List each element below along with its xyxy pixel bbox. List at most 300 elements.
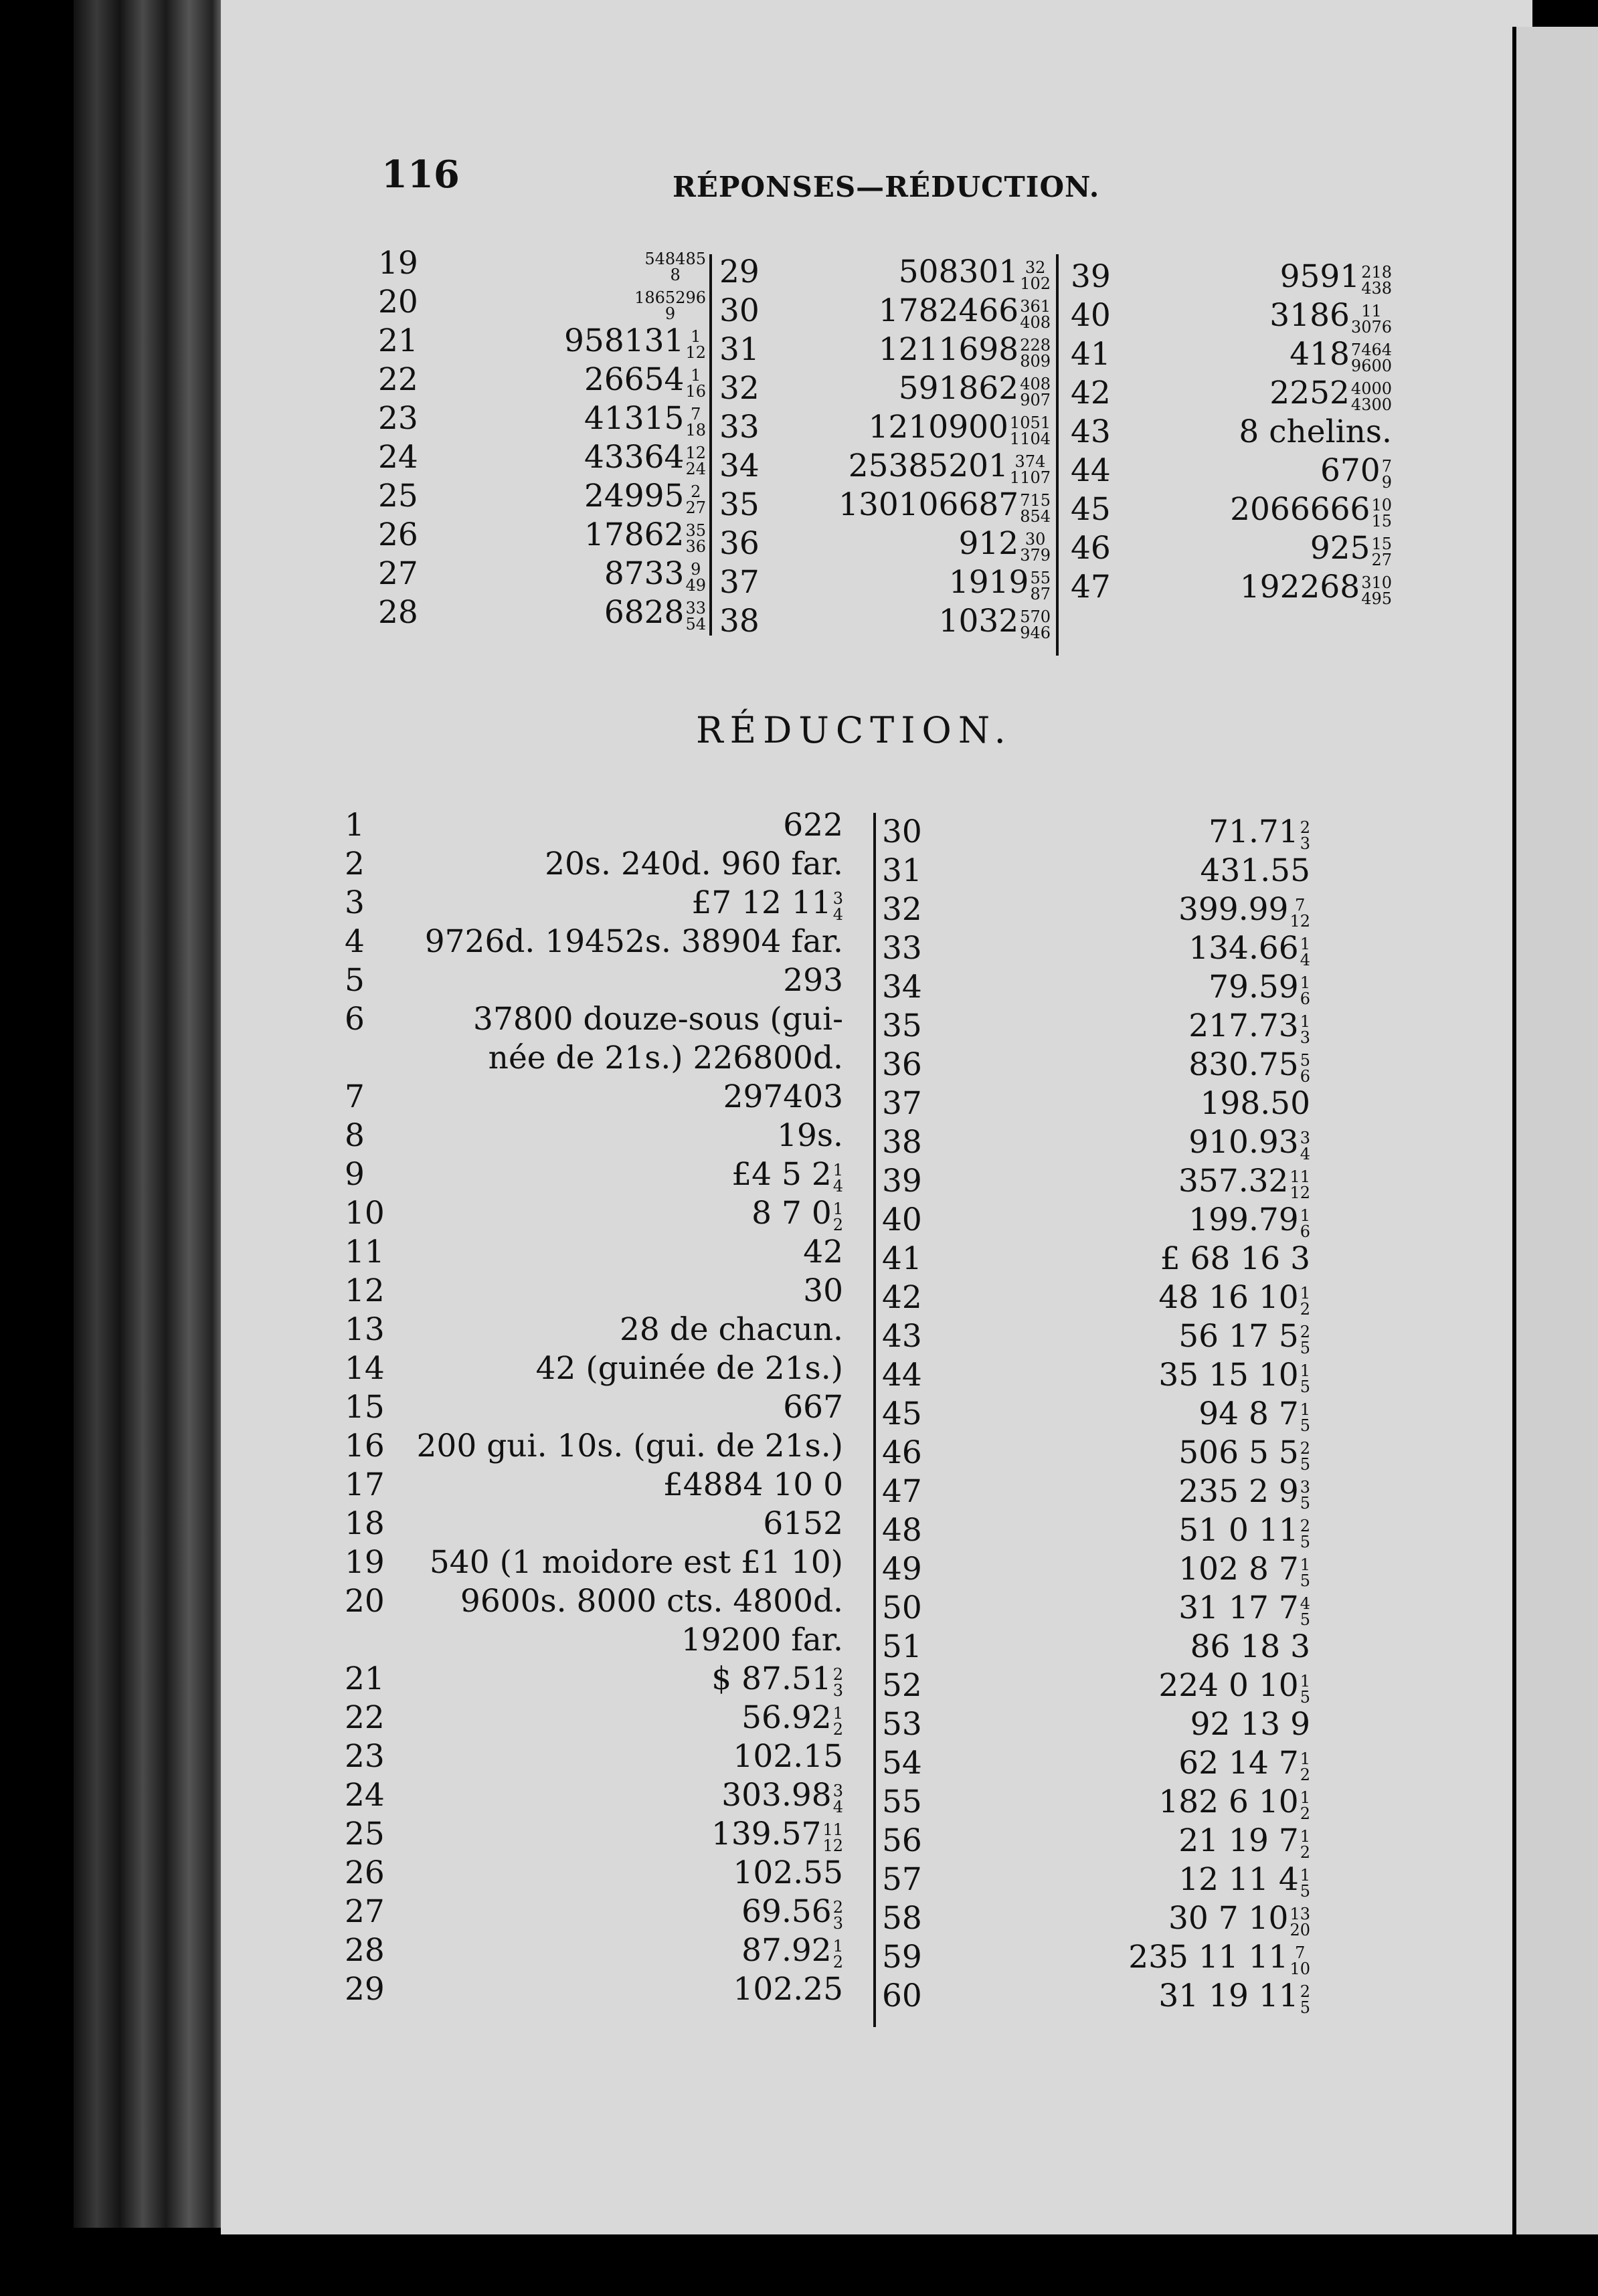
problem-number: 3 — [345, 884, 365, 921]
answer-row — [1071, 413, 1392, 452]
problem-number: 41 — [882, 1240, 922, 1277]
fraction: 11 3076 — [1350, 302, 1392, 337]
fraction: 7464 9600 — [1350, 341, 1392, 375]
answer-row — [345, 806, 843, 845]
fraction: 1 2 — [832, 1704, 843, 1739]
problem-number: 57 — [882, 1861, 922, 1898]
problem-number: 30 — [882, 814, 922, 850]
fraction: 408 907 — [1020, 375, 1051, 409]
answer-row — [882, 1628, 1310, 1666]
answer-row — [882, 1395, 1310, 1434]
answer-row — [882, 1434, 1310, 1472]
answer-row — [1071, 568, 1392, 607]
answer-value: 540 (1 moidore est £1 10) — [429, 1544, 843, 1581]
answer-row — [882, 1589, 1310, 1628]
problem-number: 30 — [719, 292, 760, 329]
fraction: 35 36 — [685, 521, 706, 556]
answer-value: 8733 9 49 — [604, 555, 706, 595]
fraction: 3 4 — [1300, 1129, 1310, 1163]
running-head: RÉPONSES—RÉDUCTION. — [673, 171, 1100, 203]
problem-number: 28 — [345, 1932, 385, 1969]
answer-row — [882, 1472, 1310, 1511]
answer-value: 43364 12 24 — [584, 439, 706, 478]
answer-row — [345, 1117, 843, 1155]
answer-row — [882, 1666, 1310, 1705]
answer-row — [345, 1893, 843, 1931]
fraction: 55 87 — [1030, 569, 1051, 603]
problem-number: 34 — [882, 969, 922, 1006]
fraction: 1 5 — [1300, 1555, 1310, 1590]
problem-number: 19 — [378, 245, 418, 282]
problem-number: 20 — [345, 1583, 385, 1620]
answer-value: 2066666 10 15 — [1230, 491, 1392, 531]
answer-value: 182 6 10 1 2 — [1158, 1784, 1310, 1823]
fraction: 1 6 — [1300, 1206, 1310, 1241]
answer-value: 3186 11 3076 — [1269, 297, 1392, 337]
answer-row — [345, 1505, 843, 1543]
problem-number: 46 — [882, 1434, 922, 1471]
problem-number: 14 — [345, 1350, 385, 1387]
answer-value: 19s. — [777, 1117, 843, 1154]
fraction: 1 2 — [1300, 1827, 1310, 1862]
problem-number: 5 — [345, 962, 365, 999]
answer-value: 19200 far. — [681, 1622, 843, 1658]
reduction-right-column — [882, 813, 1310, 2016]
answer-value: 87.92 1 2 — [741, 1932, 843, 1972]
problem-number: 54 — [882, 1745, 922, 1782]
problem-number: 48 — [882, 1512, 922, 1549]
answer-row — [345, 1388, 843, 1427]
problem-number: 22 — [378, 361, 418, 398]
problem-number: 23 — [345, 1738, 385, 1775]
fraction: 1 4 — [832, 1161, 843, 1195]
fraction: 1 4 — [1300, 935, 1310, 969]
fraction: 1 2 — [832, 1937, 843, 1972]
answer-row — [345, 1970, 843, 2009]
answer-row — [378, 399, 706, 438]
answer-row — [882, 1860, 1310, 1899]
problem-number: 45 — [1071, 491, 1111, 528]
fraction: 1 5 — [1300, 1672, 1310, 1707]
problem-number: 41 — [1071, 336, 1111, 373]
problem-number: 12 — [345, 1272, 385, 1309]
answer-value — [643, 244, 706, 283]
answer-value: 51 0 11 2 5 — [1178, 1512, 1310, 1551]
answer-value: 9726d. 19452s. 38904 far. — [424, 923, 843, 960]
answer-row — [345, 1039, 843, 1078]
problem-number: 26 — [378, 516, 418, 553]
problem-number: 51 — [882, 1628, 922, 1665]
answer-row — [882, 1744, 1310, 1783]
answer-value: 622 — [783, 807, 843, 844]
answer-value: 508301 32 102 — [898, 254, 1051, 293]
problem-number: 55 — [882, 1784, 922, 1820]
problem-number: 15 — [345, 1389, 385, 1426]
answer-value: £ 68 16 3 — [1160, 1240, 1310, 1277]
answer-value: 24995 2 27 — [584, 478, 706, 517]
answer-row — [345, 923, 843, 961]
fraction: 1 5 — [1300, 1361, 1310, 1396]
answer-value: 102 8 7 1 5 — [1178, 1551, 1310, 1590]
answer-value: 6828 33 54 — [604, 594, 706, 634]
fraction: 12 24 — [685, 444, 706, 478]
fraction: 3 5 — [1300, 1478, 1310, 1513]
answer-value: 910.93 3 4 — [1188, 1124, 1310, 1163]
fraction: 2 5 — [1300, 1517, 1310, 1551]
problem-number: 47 — [882, 1473, 922, 1510]
answer-value: 925 15 27 — [1310, 530, 1392, 569]
column-divider — [873, 813, 876, 2027]
fraction: 1 16 — [685, 366, 706, 401]
answer-value: 8 chelins. — [1239, 413, 1392, 450]
answer-value: 35 15 10 1 5 — [1158, 1357, 1310, 1396]
answer-value: 71.71 2 3 — [1209, 814, 1310, 853]
problem-number: 59 — [882, 1939, 922, 1976]
answer-value: 297403 — [723, 1078, 843, 1115]
problem-number: 21 — [378, 322, 418, 359]
answer-row — [882, 1938, 1310, 1977]
answer-row — [345, 1233, 843, 1272]
answer-row — [378, 283, 706, 322]
answer-value: £4884 10 0 — [662, 1466, 843, 1503]
answer-row — [345, 1000, 843, 1039]
answer-row — [345, 1737, 843, 1776]
fraction: 548485 8 — [644, 250, 706, 284]
problem-number: 42 — [1071, 375, 1111, 411]
problem-number: 56 — [882, 1822, 922, 1859]
fraction: 1051 1104 — [1009, 413, 1051, 448]
answer-value: née de 21s.) 226800d. — [488, 1040, 843, 1076]
fraction: 7 12 — [1290, 896, 1310, 931]
answer-value: 830.75 5 6 — [1188, 1046, 1310, 1086]
answer-row — [882, 1278, 1310, 1317]
problem-number: 32 — [882, 891, 922, 928]
problem-number: 39 — [882, 1163, 922, 1200]
answer-value: 958131 1 12 — [564, 322, 706, 362]
answer-row — [882, 1899, 1310, 1938]
problem-number: 22 — [345, 1699, 385, 1736]
fraction: 10 15 — [1371, 496, 1392, 531]
answer-value: 235 2 9 3 5 — [1178, 1473, 1310, 1513]
answer-row — [1071, 490, 1392, 529]
answer-row — [345, 1155, 843, 1194]
answer-value: 94 8 7 1 5 — [1198, 1396, 1310, 1435]
answer-row — [345, 1621, 843, 1660]
fraction: 30 379 — [1020, 530, 1051, 565]
answer-value: 667 — [783, 1389, 843, 1426]
answer-row — [1071, 452, 1392, 490]
answer-row — [719, 408, 1051, 447]
problem-number: 40 — [882, 1202, 922, 1238]
answer-value: 199.79 1 6 — [1188, 1202, 1310, 1241]
answer-value: 431.55 — [1200, 852, 1310, 889]
answer-value: 21 19 7 1 2 — [1178, 1822, 1310, 1862]
problem-number: 28 — [378, 594, 418, 631]
problem-number: 29 — [345, 1971, 385, 2008]
problem-number: 4 — [345, 923, 365, 960]
answer-value: 670 7 9 — [1320, 452, 1392, 492]
answers-column-1 — [378, 244, 706, 632]
answer-row — [882, 929, 1310, 968]
answer-value: 198.50 — [1200, 1085, 1310, 1122]
problem-number: 18 — [345, 1505, 385, 1542]
answer-value: 1032 570 946 — [938, 603, 1051, 642]
fraction: 3 4 — [832, 1782, 843, 1816]
answer-row — [345, 1466, 843, 1505]
answer-value: 200 gui. 10s. (gui. de 21s.) — [416, 1428, 843, 1464]
answer-row — [882, 1162, 1310, 1201]
column-divider — [1056, 254, 1059, 656]
answer-value: 42 — [803, 1234, 843, 1270]
problem-number: 1 — [345, 807, 365, 844]
answers-column-3 — [1071, 258, 1392, 607]
answer-row — [719, 330, 1051, 369]
problem-number: 11 — [345, 1234, 385, 1270]
answer-value: 9600s. 8000 cts. 4800d. — [460, 1583, 843, 1620]
column-divider — [709, 254, 712, 636]
problem-number: 33 — [882, 930, 922, 967]
answer-value: 192268 310 495 — [1239, 569, 1392, 608]
fraction: 310 495 — [1361, 573, 1392, 608]
problem-number: 38 — [882, 1124, 922, 1161]
problem-number: 31 — [719, 331, 760, 368]
fraction: 1 6 — [1300, 973, 1310, 1008]
answer-row — [378, 516, 706, 555]
answer-row — [719, 563, 1051, 602]
problem-number: 43 — [1071, 413, 1111, 450]
answer-row — [882, 1240, 1310, 1278]
fraction: 1 2 — [1300, 1749, 1310, 1784]
answer-value: 102.55 — [733, 1854, 843, 1891]
problem-number: 19 — [345, 1544, 385, 1581]
fraction: 32 102 — [1020, 258, 1051, 293]
problem-number: 43 — [882, 1318, 922, 1355]
problem-number: 13 — [345, 1311, 385, 1348]
problem-number: 60 — [882, 1978, 922, 2014]
answer-value: 31 17 7 4 5 — [1178, 1590, 1310, 1629]
fraction: 4 5 — [1300, 1594, 1310, 1629]
answer-value: 293 — [783, 962, 843, 999]
fraction: 570 946 — [1020, 607, 1051, 642]
problem-number: 24 — [345, 1777, 385, 1814]
fraction: 218 438 — [1361, 263, 1392, 298]
problem-number: 31 — [882, 852, 922, 889]
problem-number: 27 — [378, 555, 418, 592]
fraction: 2 3 — [832, 1665, 843, 1700]
problem-number: 2 — [345, 846, 365, 882]
answer-row — [719, 253, 1051, 292]
answer-value — [633, 283, 706, 322]
answer-row — [1071, 296, 1392, 335]
answer-row — [345, 961, 843, 1000]
answer-row — [719, 524, 1051, 563]
problem-number: 45 — [882, 1396, 922, 1432]
problem-number: 17 — [345, 1466, 385, 1503]
problem-number: 36 — [882, 1046, 922, 1083]
answer-value: 9591 218 438 — [1279, 258, 1392, 298]
problem-number: 53 — [882, 1706, 922, 1743]
fraction: 4000 4300 — [1350, 379, 1392, 414]
problem-number: 16 — [345, 1428, 385, 1464]
answer-row — [345, 1854, 843, 1893]
answer-row — [1071, 258, 1392, 296]
answer-value: 6152 — [763, 1505, 843, 1542]
problem-number: 40 — [1071, 297, 1111, 334]
answer-value: 30 — [803, 1272, 843, 1309]
fraction: 9 49 — [685, 560, 706, 595]
answer-row — [719, 447, 1051, 486]
answer-value: 1210900 1051 1104 — [868, 409, 1051, 448]
fraction: 33 54 — [685, 599, 706, 634]
answer-row — [345, 1543, 843, 1582]
answer-value: 25385201 374 1107 — [848, 448, 1051, 487]
answer-value: 41315 7 18 — [584, 400, 706, 440]
answer-row — [882, 813, 1310, 852]
problem-number: 33 — [719, 409, 760, 446]
answer-row — [345, 1078, 843, 1117]
fraction: 2 3 — [832, 1898, 843, 1933]
answer-row — [882, 1084, 1310, 1123]
fraction: 361 408 — [1020, 297, 1051, 332]
answer-row — [345, 1582, 843, 1621]
answer-row — [882, 1822, 1310, 1860]
problem-number: 58 — [882, 1900, 922, 1937]
answer-row — [882, 1317, 1310, 1356]
fraction: 13 20 — [1290, 1905, 1310, 1939]
answer-row — [345, 1776, 843, 1815]
answer-row — [882, 890, 1310, 929]
answer-value: 139.57 11 12 — [711, 1816, 843, 1855]
answer-value: 86 18 3 — [1190, 1628, 1310, 1665]
problem-number: 9 — [345, 1156, 365, 1193]
answer-value: 217.73 1 3 — [1188, 1008, 1310, 1047]
answer-row — [1071, 529, 1392, 568]
answer-value: 130106687 715 854 — [838, 486, 1051, 526]
fraction: 15 27 — [1371, 535, 1392, 569]
fraction: 7 10 — [1290, 1943, 1310, 1978]
fraction: 374 1107 — [1009, 452, 1051, 487]
fraction: 7 18 — [685, 405, 706, 440]
answers-column-2 — [719, 253, 1051, 641]
fraction: 2 27 — [685, 482, 706, 517]
answer-value: 2252 4000 4300 — [1269, 375, 1392, 414]
book-page-edges — [74, 0, 228, 2228]
fraction: 1 2 — [1300, 1284, 1310, 1319]
section-title: RÉDUCTION. — [696, 709, 1012, 751]
answer-row — [882, 1977, 1310, 2016]
reduction-left-column — [345, 806, 843, 2009]
problem-number: 26 — [345, 1854, 385, 1891]
answer-row — [882, 1123, 1310, 1162]
answer-row — [719, 486, 1051, 524]
answer-value: 1919 55 87 — [948, 564, 1051, 603]
problem-number: 50 — [882, 1590, 922, 1626]
problem-number: 37 — [719, 564, 760, 601]
answer-row — [719, 602, 1051, 641]
answer-value: 28 de chacun. — [619, 1311, 843, 1348]
answer-row — [882, 852, 1310, 890]
problem-number: 47 — [1071, 569, 1111, 605]
answer-value: 26654 1 16 — [584, 361, 706, 401]
problem-number: 7 — [345, 1078, 365, 1115]
answer-row — [345, 1699, 843, 1737]
fraction: 2 5 — [1300, 1323, 1310, 1357]
answer-row — [378, 593, 706, 632]
problem-number: 52 — [882, 1667, 922, 1704]
answer-value: 102.25 — [733, 1971, 843, 2008]
problem-number: 20 — [378, 284, 418, 320]
answer-value: 235 11 11 7 10 — [1128, 1939, 1310, 1978]
fraction: 1 5 — [1300, 1866, 1310, 1901]
problem-number: 23 — [378, 400, 418, 437]
problem-number: 39 — [1071, 258, 1111, 295]
answer-value: 357.32 11 12 — [1178, 1163, 1310, 1202]
problem-number: 49 — [882, 1551, 922, 1588]
answer-value: 31 19 11 2 5 — [1158, 1978, 1310, 2017]
page-number: 116 — [381, 153, 460, 197]
problem-number: 29 — [719, 254, 760, 290]
answer-value: 591862 408 907 — [898, 370, 1051, 409]
fraction: 11 12 — [1290, 1167, 1310, 1202]
answer-row — [719, 292, 1051, 330]
fraction: 1 2 — [1300, 1788, 1310, 1823]
problem-number: 32 — [719, 370, 760, 407]
fraction: 715 854 — [1020, 491, 1051, 526]
fraction: 228 809 — [1020, 336, 1051, 371]
answer-row — [378, 555, 706, 593]
answer-row — [882, 1201, 1310, 1240]
answer-row — [345, 1194, 843, 1233]
answer-row — [345, 845, 843, 884]
answer-value: 17862 35 36 — [584, 516, 706, 556]
answer-value: 42 (guinée de 21s.) — [535, 1350, 843, 1387]
answer-row — [882, 1783, 1310, 1822]
fraction: 2 3 — [1300, 818, 1310, 853]
answer-row — [378, 438, 706, 477]
answer-row — [882, 1511, 1310, 1550]
problem-number: 36 — [719, 525, 760, 562]
problem-number: 38 — [719, 603, 760, 640]
answer-row — [1071, 374, 1392, 413]
answer-value: 912 30 379 — [958, 525, 1051, 565]
answer-value: £7 12 11 3 4 — [691, 884, 843, 924]
problem-number: 10 — [345, 1195, 385, 1232]
answer-value: 79.59 1 6 — [1209, 969, 1310, 1008]
answer-row — [345, 1427, 843, 1466]
answer-row — [345, 884, 843, 923]
answer-row — [882, 1007, 1310, 1046]
problem-number: 25 — [345, 1816, 385, 1852]
problem-number: 35 — [882, 1008, 922, 1044]
answer-value: 134.66 1 4 — [1188, 930, 1310, 969]
fraction: 1 3 — [1300, 1012, 1310, 1047]
answer-value: 69.56 2 3 — [741, 1893, 843, 1933]
answer-row — [1071, 335, 1392, 374]
answer-row — [378, 361, 706, 399]
answer-value: 12 11 4 1 5 — [1178, 1861, 1310, 1901]
fraction: 2 5 — [1300, 1982, 1310, 2017]
answer-value: $ 87.51 2 3 — [711, 1660, 843, 1700]
answer-value: 62 14 7 1 2 — [1178, 1745, 1310, 1784]
problem-number: 37 — [882, 1085, 922, 1122]
answer-row — [882, 1550, 1310, 1589]
fraction: 11 12 — [822, 1820, 843, 1855]
answer-value: 56.92 1 2 — [741, 1699, 843, 1739]
answer-value: 224 0 10 1 5 — [1158, 1667, 1310, 1707]
fraction: 1 12 — [685, 327, 706, 362]
answer-row — [345, 1931, 843, 1970]
problem-number: 44 — [1071, 452, 1111, 489]
